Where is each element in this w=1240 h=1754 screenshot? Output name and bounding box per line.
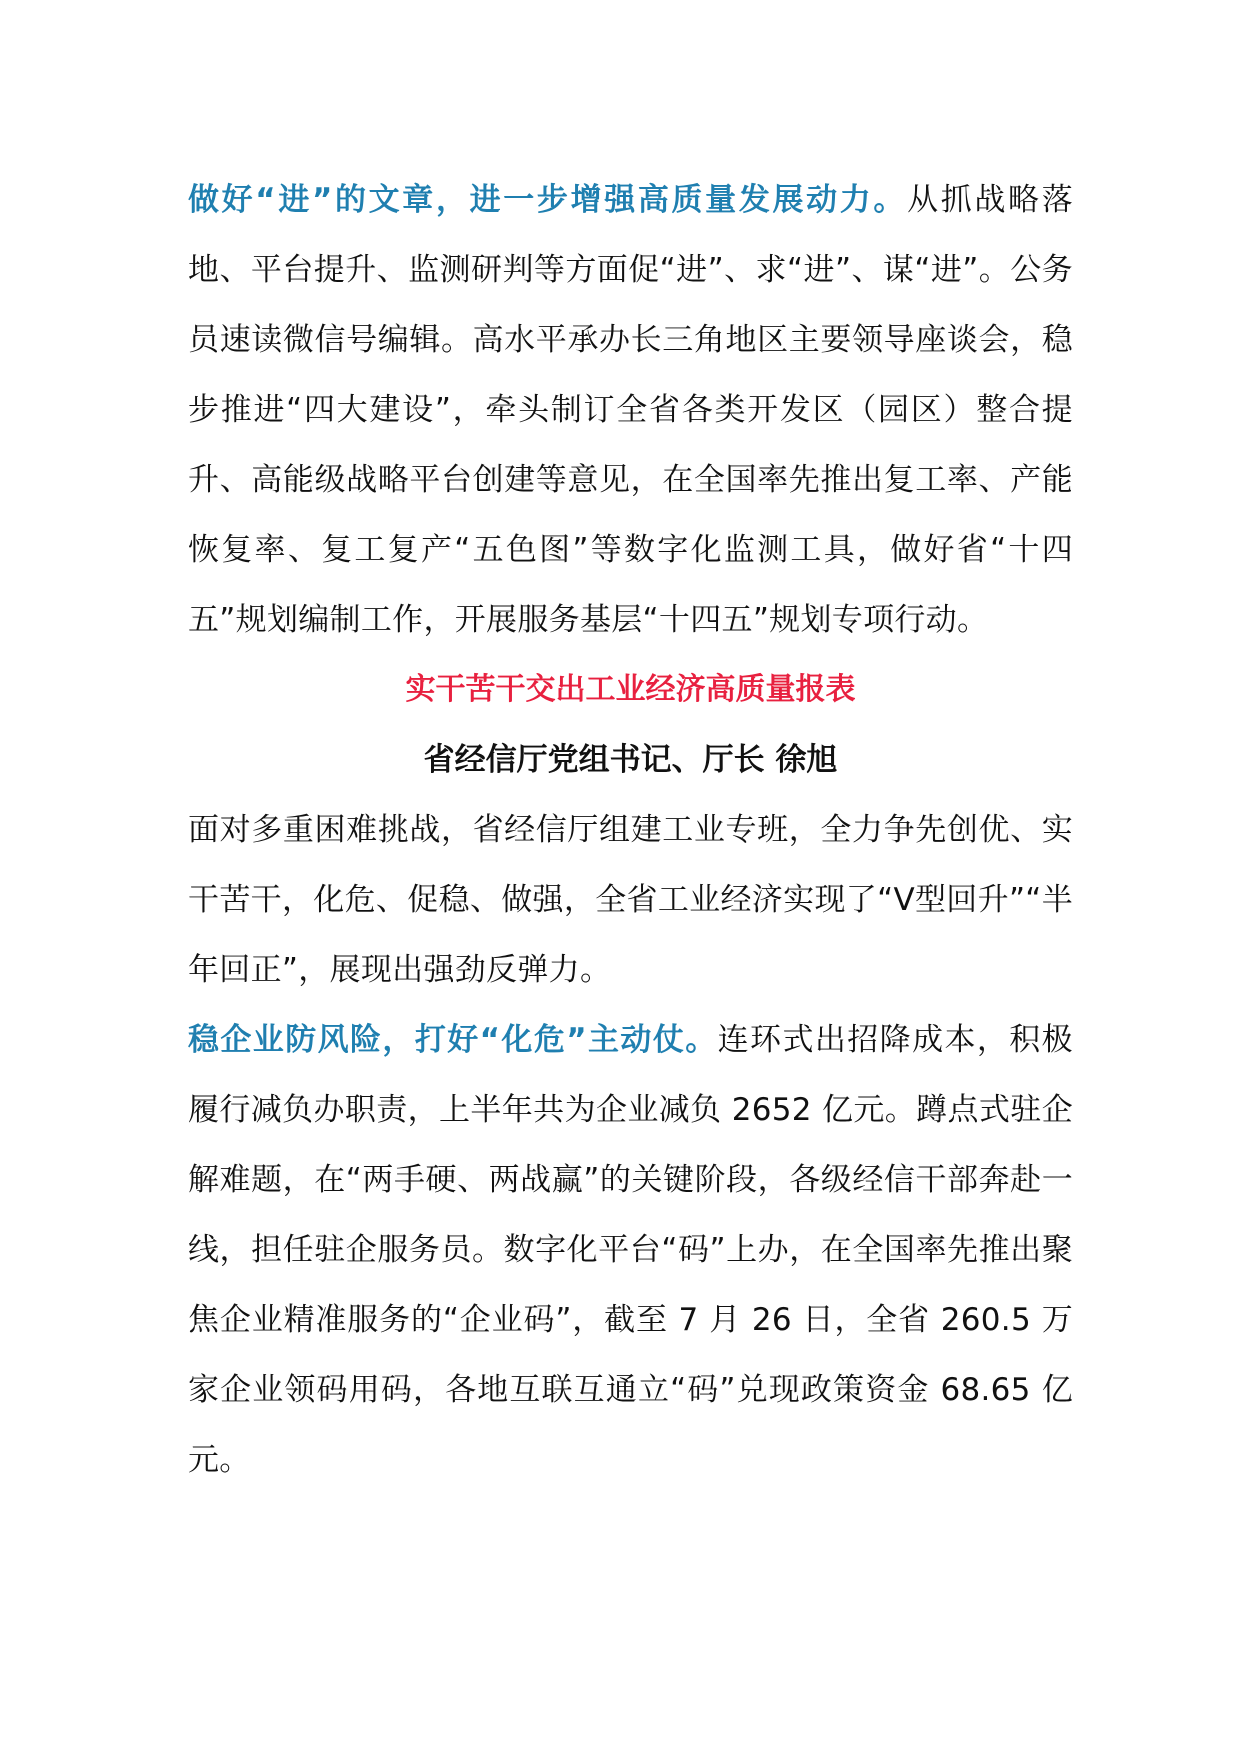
section-paragraph-2 <box>188 1005 1073 1495</box>
section-paragraph-1 <box>188 165 1073 655</box>
document-page <box>188 165 1073 1495</box>
article-intro-paragraph: 面对多重困难挑战，省经信厅组建工业专班，全力争先创优、实干苦干，化危、促稳、做强，全省工业经济实现了“V型回升”“半年回正”，展现出强劲反弹力。 <box>188 812 1073 988</box>
section-lead-heading: 做好“进”的文章，进一步增强高质量发展动力。 <box>188 182 908 218</box>
article-title: 实干苦干交出工业经济高质量报表 <box>405 672 856 707</box>
article-author: 省经信厅党组书记、厅长 徐旭 <box>423 742 838 778</box>
section-lead-heading: 稳企业防风险，打好“化危”主动仗。 <box>188 1022 718 1058</box>
section-body-text: 从抓战略落地、平台提升、监测研判等方面促“进”、求“进”、谋“进”。公务员速读微信号编辑。高水平承办长三角地区主要领导座谈会，稳步推进“四大建设”，牵头制订全省各类开发区（园区）整合提升、高能级战略平台创建等意见，在全国率先推出复工率、产能恢复率、复工复产“五色图”等数字化监测工具，做好省“十四五”规划编制工作，开展服务基层“十四五”规划专项行动。 <box>188 182 1073 638</box>
section-body-text: 连环式出招降成本，积极履行减负办职责，上半年共为企业减负 2652 亿元。蹲点式驻企解难题，在“两手硬、两战赢”的关键阶段，各级经信干部奔赴一线，担任驻企服务员。数字化平台“码”上办，在全国率先推出聚焦企业精准服务的“企业码”，截至 7 月 26 日，全省 260.5 万家企业领码用码，各地互联互通立“码”兑现政策资金 68.65 亿元。 <box>188 1022 1073 1478</box>
